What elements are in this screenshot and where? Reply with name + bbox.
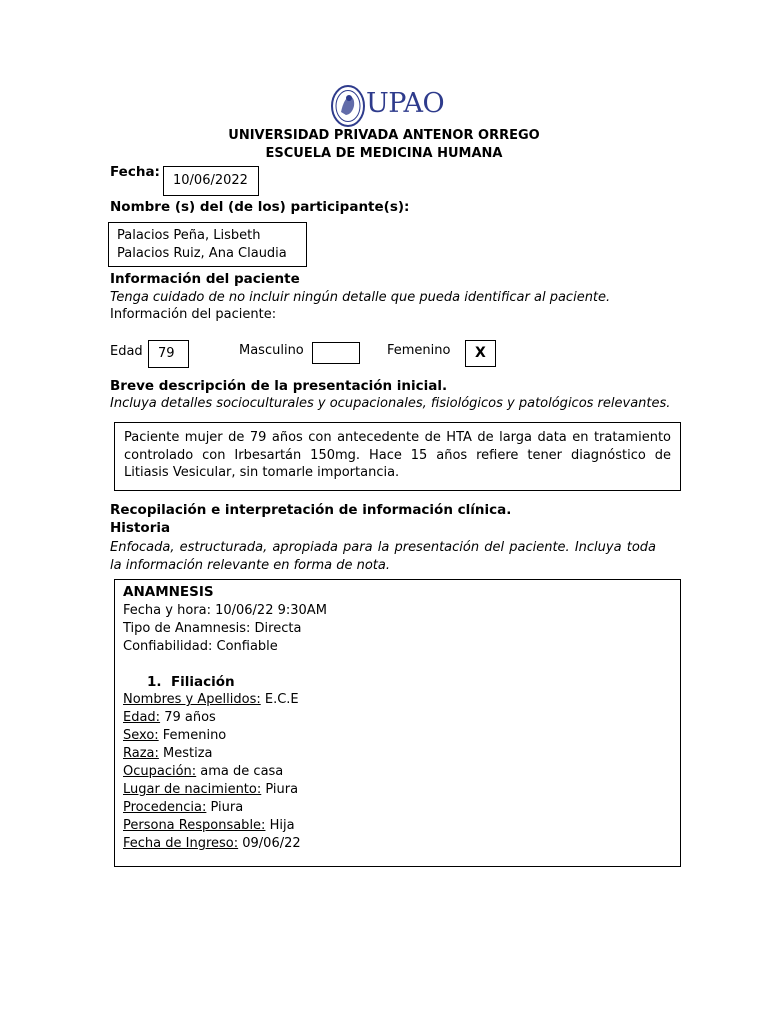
historia-heading: Historia — [110, 520, 171, 536]
field-row — [123, 745, 663, 763]
field-label: Persona Responsable: — [123, 817, 266, 833]
field-label: Procedencia: — [123, 799, 207, 815]
university-seal-icon — [330, 84, 366, 128]
femenino-label: Femenino — [387, 343, 451, 358]
field-row — [123, 799, 663, 817]
filiacion-title: Filiación — [170, 673, 235, 690]
logo-text: UPAO — [366, 88, 445, 119]
field-label: Raza: — [123, 746, 159, 762]
participant-name: Palacios Ruiz, Ana Claudia — [117, 246, 287, 261]
edad-value: 79 — [158, 346, 175, 361]
presentation-note: Incluya detalles socioculturales y ocupacionales, fisiológicos y patológicos relevantes. — [110, 396, 671, 411]
presentation-box — [114, 422, 681, 491]
field-label: Ocupación: — [123, 764, 197, 780]
participants-label: Nombre (s) del (de los) participante(s): — [110, 199, 410, 215]
fecha-value: 10/06/2022 — [173, 173, 248, 188]
field-row — [123, 691, 663, 709]
field-label: Nombres y Apellidos: — [123, 692, 261, 708]
field-label: Fecha de Ingreso: — [123, 835, 239, 851]
clinical-heading: Recopilación e interpretación de información clínica. — [110, 502, 512, 518]
historia-note: Enfocada, estructurada, apropiada para la presentación del paciente. Incluya toda la información relevante en forma de nota. — [110, 540, 656, 573]
anamnesis-fecha-hora: Fecha y hora: 10/06/22 9:30AM — [123, 602, 327, 618]
femenino-checkbox — [465, 340, 496, 367]
fecha-label: Fecha: — [110, 164, 160, 180]
fecha-field — [163, 166, 259, 196]
masculino-checkbox — [312, 342, 360, 364]
edad-field — [148, 340, 189, 368]
field-value: 09/06/22 — [238, 835, 301, 851]
field-label: Lugar de nacimiento: — [123, 781, 262, 797]
anamnesis-confiabilidad: Confiabilidad: Confiable — [123, 638, 278, 654]
field-row — [123, 835, 663, 853]
field-row — [123, 727, 663, 745]
presentation-text: Paciente mujer de 79 años con antecedente de HTA de larga data en tratamiento controlado con Irbesartán 150mg. Hace 15 años refiere tener diagnóstico de Litiasis Vesicular, sin tomarle importancia. — [124, 430, 671, 481]
upao-logo — [330, 84, 445, 130]
participant-name: Palacios Peña, Lisbeth — [117, 228, 261, 243]
university-name: UNIVERSIDAD PRIVADA ANTENOR ORREGO — [228, 128, 540, 143]
field-row — [123, 763, 663, 781]
school-name: ESCUELA DE MEDICINA HUMANA — [265, 146, 503, 161]
field-label: Edad: — [123, 710, 161, 726]
field-value: 79 años — [160, 710, 216, 726]
masculino-label: Masculino — [239, 343, 304, 358]
field-row — [123, 709, 663, 727]
field-value: ama de casa — [196, 764, 284, 780]
patient-info-sub: Información del paciente: — [110, 307, 277, 322]
femenino-value: X — [475, 345, 486, 361]
presentation-heading: Breve descripción de la presentación inicial. — [110, 378, 448, 394]
field-value: Femenino — [158, 728, 227, 744]
field-value: E.C.E — [260, 692, 299, 708]
filiacion-number: 1. — [147, 673, 162, 690]
field-value: Hija — [265, 817, 295, 833]
field-value: Piura — [206, 799, 244, 815]
filiacion-heading — [123, 674, 663, 692]
participants-box — [108, 222, 307, 267]
field-value: Mestiza — [158, 746, 213, 762]
edad-label: Edad — [110, 344, 143, 359]
patient-info-note: Tenga cuidado de no incluir ningún detalle que pueda identificar al paciente. — [110, 290, 611, 305]
field-row — [123, 817, 663, 835]
field-row — [123, 781, 663, 799]
anamnesis-tipo: Tipo de Anamnesis: Directa — [123, 620, 302, 636]
anamnesis-box — [114, 579, 681, 867]
patient-info-heading: Información del paciente — [110, 271, 300, 287]
field-value: Piura — [261, 781, 299, 797]
field-label: Sexo: — [123, 728, 159, 744]
anamnesis-title: ANAMNESIS — [123, 584, 214, 600]
